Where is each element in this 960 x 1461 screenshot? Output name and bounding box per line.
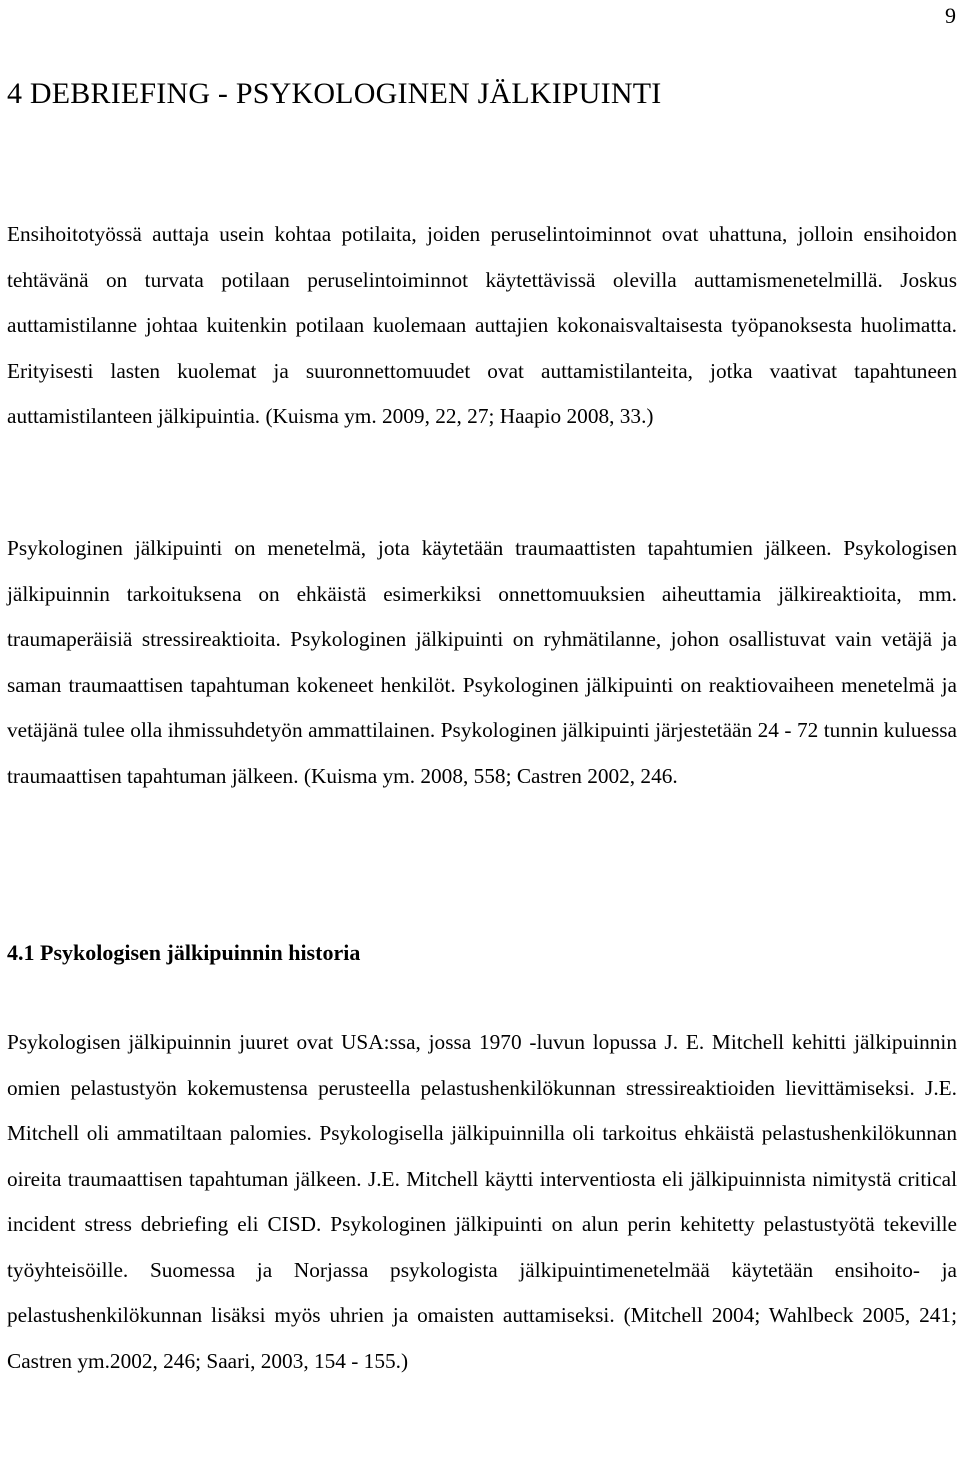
body-paragraph-3: Psykologisen jälkipuinnin juuret ovat USA:ssa, jossa 1970 -luvun lopussa J. E. Mitchell kehitti jälkipuinnin omien pelastustyön kokemustensa perusteella pelastushenkilökunnan stressireaktioiden lievittämiseksi. J.E. Mitchell oli ammatiltaan palomies. Psykologisella jälkipuinnilla oli tarkoitus ehkäistä pelastushenkilökunnan oireita traumaattisen tapahtuman jälkeen. J.E. Mitchell käytti interventiosta eli jälkipuinnista nimitystä critical incident stress debriefing eli CISD. Psykologinen jälkipuinti on alun perin kehitetty pelastustyötä tekeville työyhteisöille. Suomessa ja Norjassa psykologista jälkipuintimenetelmää käytetään ensihoito- ja pelastushenkilökunnan lisäksi myös uhrien ja omaisten auttamiseksi. (Mitchell 2004; Wahlbeck 2005, 241; Castren ym.2002, 246; Saari, 2003, 154 - 155.) <box>7 1030 957 1373</box>
page-number: 9 <box>945 3 956 28</box>
body-paragraph-1: Ensihoitotyössä auttaja usein kohtaa potilaita, joiden peruselintoiminnot ovat uhattuna, jolloin ensihoidon tehtävänä on turvata potilaan peruselintoiminnot käytettävissä olevilla auttamismenetelmillä. Joskus auttamistilanne johtaa kuitenkin potilaan kuolemaan auttajien kokonaisvaltaisesta työpanoksesta huolimatta. Erityisesti lasten kuolemat ja suuronnettomuudet ovat auttamistilanteita, jotka vaativat tapahtuneen auttamistilanteen jälkipuintia. (Kuisma ym. 2009, 22, 27; Haapio 2008, 33.) <box>7 222 957 428</box>
section-heading <box>7 933 360 973</box>
section-number: 4.1 <box>7 940 35 965</box>
section-title: Psykologisen jälkipuinnin historia <box>40 940 361 965</box>
body-paragraph-2: Psykologinen jälkipuinti on menetelmä, jota käytetään traumaattisten tapahtumien jälkeen. Psykologisen jälkipuinnin tarkoituksena on ehkäistä esimerkiksi onnettomuuksien aiheuttamia jälkireaktioita, mm. traumaperäisiä stressireaktioita. Psykologinen jälkipuinti on ryhmätilanne, johon osallistuvat vain vetäjä ja saman traumaattisen tapahtuman kokeneet henkilöt. Psykologinen jälkipuinti on reaktiovaiheen menetelmä ja vetäjänä tulee olla ihmissuhdetyön ammattilainen. Psykologinen jälkipuinti järjestetään 24 - 72 tunnin kuluessa traumaattisen tapahtuman jälkeen. (Kuisma ym. 2008, 558; Castren 2002, 246. <box>7 536 957 788</box>
chapter-heading: 4 DEBRIEFING - PSYKOLOGINEN JÄLKIPUINTI <box>7 77 662 110</box>
